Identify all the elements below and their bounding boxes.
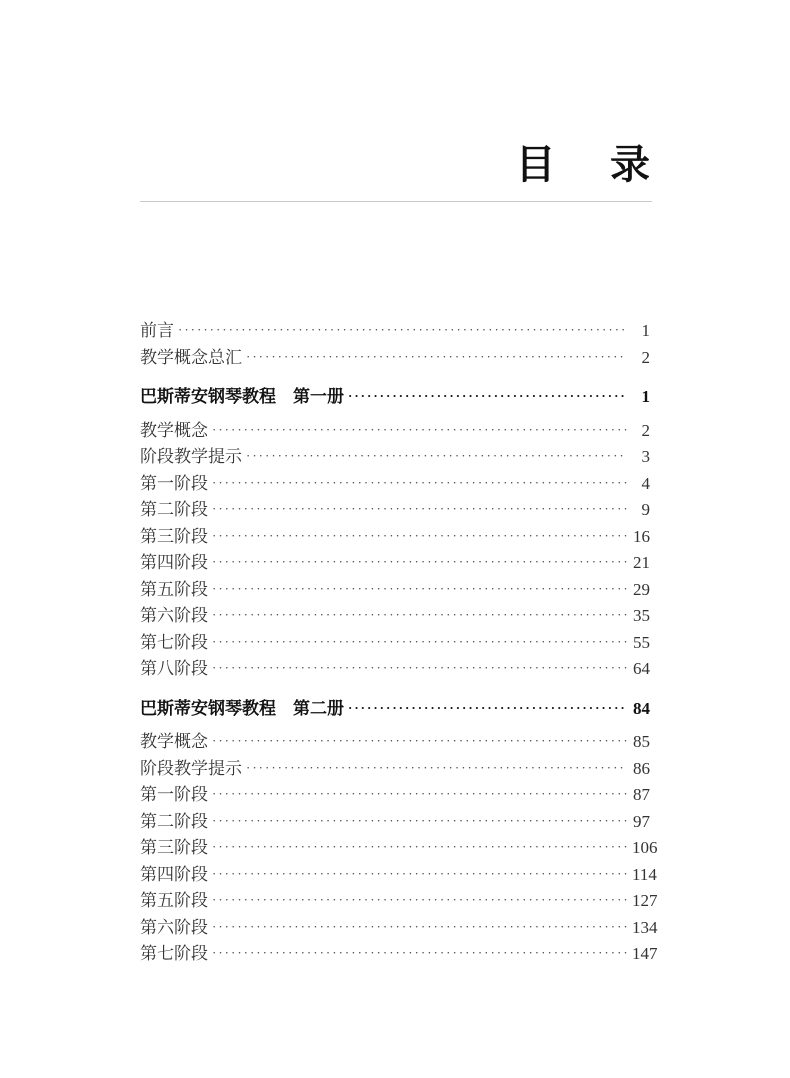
toc-entry-page: 85 bbox=[633, 732, 650, 751]
toc-entry-page: 1 bbox=[641, 321, 650, 340]
toc-entry-page: 1 bbox=[641, 387, 650, 406]
toc-entry bbox=[140, 862, 657, 889]
toc-entry bbox=[140, 835, 658, 862]
toc-entry-label: 巴斯蒂安钢琴教程 第一册 bbox=[140, 387, 344, 406]
toc-entry-label: 第八阶段 bbox=[140, 659, 208, 678]
toc-entry-label: 教学概念 bbox=[140, 420, 208, 440]
dot-leader bbox=[212, 728, 627, 755]
dot-leader bbox=[212, 808, 627, 835]
toc-entry-label: 第三阶段 bbox=[140, 526, 208, 546]
dot-leader bbox=[178, 317, 627, 344]
dot-leader bbox=[212, 523, 627, 550]
toc-entry-label: 阶段教学提示 bbox=[140, 758, 242, 778]
toc-entry-label: 第七阶段 bbox=[140, 944, 208, 963]
toc-entry-page: 87 bbox=[633, 785, 650, 804]
toc-entry bbox=[140, 603, 650, 630]
dot-leader bbox=[212, 602, 627, 629]
dot-leader bbox=[212, 940, 627, 967]
dot-leader bbox=[212, 549, 627, 576]
page-title: 目 录 bbox=[515, 143, 652, 187]
toc-entry-page: 134 bbox=[632, 917, 658, 937]
toc-entry-page: 114 bbox=[632, 864, 657, 884]
toc-entry bbox=[140, 941, 658, 968]
toc-entry-label: 第六阶段 bbox=[140, 917, 208, 937]
dot-leader bbox=[212, 417, 627, 444]
toc-entry bbox=[140, 345, 650, 372]
dot-leader bbox=[212, 887, 627, 914]
dot-leader bbox=[348, 383, 627, 410]
toc-entry-page: 55 bbox=[633, 632, 650, 652]
toc-entry bbox=[140, 497, 650, 524]
toc-entry-label: 教学概念 bbox=[140, 732, 208, 751]
toc-entry bbox=[140, 756, 650, 783]
toc-entry-page: 4 bbox=[641, 473, 650, 493]
dot-leader bbox=[348, 695, 627, 722]
dot-leader bbox=[212, 629, 627, 656]
dot-leader bbox=[246, 443, 627, 470]
toc-entry bbox=[140, 630, 650, 657]
toc-entry-label: 第五阶段 bbox=[140, 891, 208, 910]
toc-entry bbox=[140, 524, 650, 551]
toc-entry bbox=[140, 384, 650, 411]
title-divider bbox=[140, 201, 652, 202]
toc-entry-label: 第六阶段 bbox=[140, 606, 208, 625]
dot-leader bbox=[246, 344, 627, 371]
toc-entry-page: 9 bbox=[641, 500, 650, 519]
toc-entry bbox=[140, 656, 650, 683]
toc-entry-page: 97 bbox=[633, 811, 650, 831]
toc-entry-label: 阶段教学提示 bbox=[140, 447, 242, 466]
toc-entry-label: 第一阶段 bbox=[140, 785, 208, 804]
toc-entry-page: 84 bbox=[633, 698, 650, 718]
toc-entry-label: 前言 bbox=[140, 321, 174, 340]
toc-entry-page: 29 bbox=[633, 579, 650, 599]
dot-leader bbox=[212, 496, 627, 523]
dot-leader bbox=[212, 655, 627, 682]
toc-entry-label: 第五阶段 bbox=[140, 579, 208, 599]
toc-entry-page: 35 bbox=[633, 606, 650, 625]
toc-entry bbox=[140, 696, 650, 723]
toc-entry-label: 第二阶段 bbox=[140, 811, 208, 831]
dot-leader bbox=[212, 781, 627, 808]
toc-entry-page: 127 bbox=[632, 891, 658, 910]
toc-entry-page: 21 bbox=[633, 553, 650, 572]
toc-entry-page: 86 bbox=[633, 758, 650, 778]
toc-entry-label: 巴斯蒂安钢琴教程 第二册 bbox=[140, 698, 344, 718]
toc-entry bbox=[140, 550, 650, 577]
toc-entry bbox=[140, 782, 650, 809]
toc-entry bbox=[140, 471, 650, 498]
toc-entry bbox=[140, 418, 650, 445]
toc-entry-page: 106 bbox=[632, 838, 658, 857]
toc-entry-page: 16 bbox=[633, 526, 650, 546]
toc-entry-page: 2 bbox=[641, 347, 650, 367]
toc-list bbox=[140, 318, 658, 968]
toc-entry bbox=[140, 444, 650, 471]
dot-leader bbox=[212, 861, 627, 888]
toc-entry bbox=[140, 809, 650, 836]
dot-leader bbox=[212, 576, 627, 603]
dot-leader bbox=[212, 914, 627, 941]
dot-leader bbox=[212, 470, 627, 497]
dot-leader bbox=[212, 834, 627, 861]
toc-entry-label: 第一阶段 bbox=[140, 473, 208, 493]
toc-entry bbox=[140, 577, 650, 604]
toc-entry-label: 第二阶段 bbox=[140, 500, 208, 519]
toc-entry bbox=[140, 915, 658, 942]
toc-entry bbox=[140, 318, 650, 345]
toc-entry bbox=[140, 888, 658, 915]
toc-entry-label: 第四阶段 bbox=[140, 864, 208, 884]
toc-entry-page: 147 bbox=[632, 944, 658, 963]
toc-entry-page: 64 bbox=[633, 659, 650, 678]
toc-entry-page: 2 bbox=[641, 420, 650, 440]
toc-entry-page: 3 bbox=[641, 447, 650, 466]
toc-entry-label: 第七阶段 bbox=[140, 632, 208, 652]
toc-entry-label: 教学概念总汇 bbox=[140, 347, 242, 367]
dot-leader bbox=[246, 755, 627, 782]
toc-entry-label: 第三阶段 bbox=[140, 838, 208, 857]
toc-entry-label: 第四阶段 bbox=[140, 553, 208, 572]
toc-entry bbox=[140, 729, 650, 756]
